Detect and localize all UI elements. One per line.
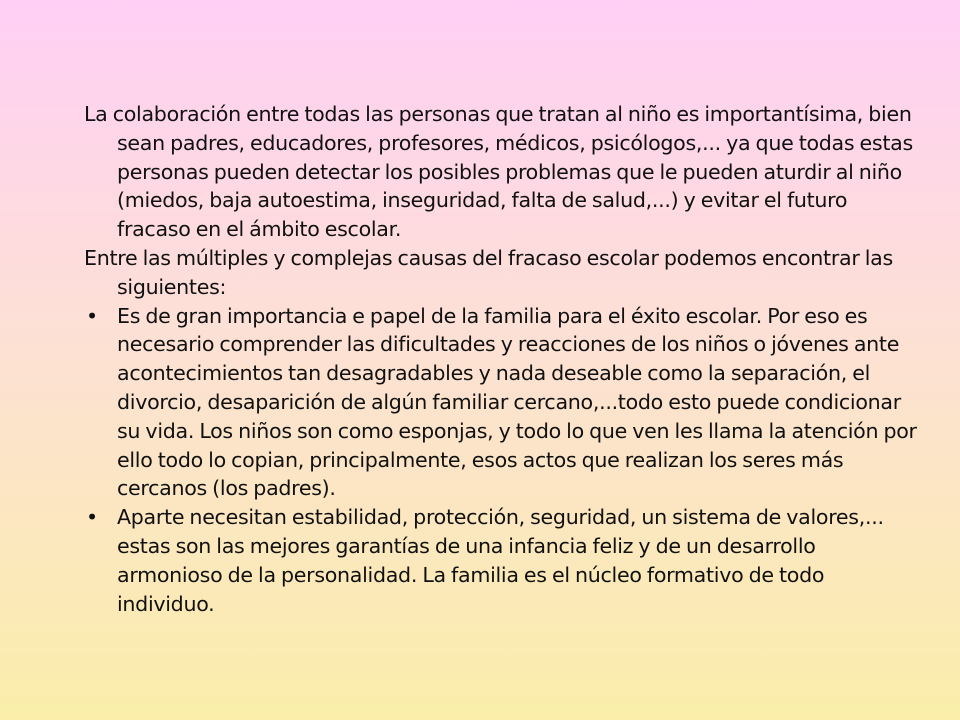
bullet-text: Es de gran importancia e papel de la familia para el éxito escolar. Por eso es necesario comprender las dificultades y reacciones de los niños o jóvenes ante acontecimientos tan desagradables y nada deseable como la separación, el divorcio, desaparición de algún familiar cercano,...todo esto puede condicionar su vida. Los niños son como esponjas, y todo lo que ven les llama la atención por ello todo lo copian, principalmente, esos actos que realizan los seres más cercanos (los padres). — [117, 303, 917, 501]
bullet-icon: • — [86, 303, 98, 328]
list-item-stability — [84, 503, 924, 618]
bullet-icon: • — [86, 505, 98, 530]
paragraph-causes: Entre las múltiples y complejas causas del fracaso escolar podemos encontrar las siguientes: — [84, 245, 893, 299]
list-item-family-role — [84, 302, 924, 504]
slide-body — [84, 100, 924, 618]
paragraph-intro: La colaboración entre todas las personas que tratan al niño es importantísima, bien sean padres, educadores, profesores, médicos, psicólogos,... ya que todas estas personas pueden detectar los posibles problemas que le pueden aturdir al niño (miedos, baja autoestima, inseguridad, falta de salud,...) y evitar el futuro fracaso en el ámbito escolar. — [84, 102, 913, 242]
bullet-text: Aparte necesitan estabilidad, protección, seguridad, un sistema de valores,... estas son las mejores garantías de una infancia feliz y de un desarrollo armonioso de la personalidad. La familia es el núcleo formativo de todo individuo. — [117, 505, 884, 616]
